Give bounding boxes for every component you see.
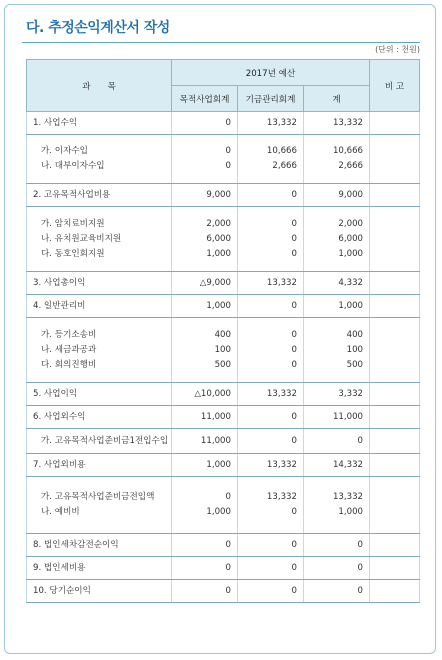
amount-value: 0 bbox=[225, 492, 231, 502]
account-name: 10. 당기순이익 bbox=[33, 585, 91, 596]
amount-value: 0 bbox=[225, 539, 231, 550]
row-label-cell bbox=[27, 272, 172, 295]
account-name: 다. 동호인회지원 bbox=[41, 248, 105, 259]
row-value-cell bbox=[238, 184, 304, 207]
amount-value: 0 bbox=[291, 248, 297, 259]
row-label-cell bbox=[27, 477, 172, 534]
row-value-cell bbox=[238, 295, 304, 318]
table-row bbox=[27, 184, 420, 207]
amount-value: 10,666 bbox=[266, 146, 297, 156]
amount-value: 1,000 bbox=[338, 248, 364, 259]
row-value-cell bbox=[172, 429, 238, 454]
row-value-cell bbox=[172, 534, 238, 557]
table-body bbox=[27, 112, 420, 603]
amount-value: 11,000 bbox=[332, 411, 364, 422]
amount-value: 13,332 bbox=[332, 117, 364, 128]
amount-value: 9,000 bbox=[206, 189, 231, 200]
amount-value: 2,666 bbox=[272, 161, 297, 171]
row-value-cell bbox=[304, 135, 370, 184]
account-name: 나. 유치원교육비지원 bbox=[41, 233, 122, 244]
row-label-cell bbox=[27, 534, 172, 557]
row-value-cell bbox=[304, 112, 370, 135]
row-value-cell bbox=[238, 318, 304, 383]
amount-value: 0 bbox=[291, 539, 297, 550]
account-name: 나. 예비비 bbox=[41, 507, 80, 517]
amount-value: 500 bbox=[346, 359, 364, 370]
remark-cell bbox=[370, 383, 420, 406]
row-value-cell bbox=[238, 477, 304, 534]
remark-cell bbox=[370, 207, 420, 272]
remark-cell bbox=[370, 406, 420, 429]
title-divider bbox=[22, 42, 420, 43]
row-value-cell bbox=[304, 272, 370, 295]
table-row bbox=[27, 557, 420, 580]
table-row bbox=[27, 272, 420, 295]
row-value-cell bbox=[172, 383, 238, 406]
row-value-cell bbox=[238, 454, 304, 477]
amount-value: 9,000 bbox=[338, 189, 364, 200]
header-budget: 2017년 예산 bbox=[172, 60, 370, 86]
amount-value: 100 bbox=[214, 344, 231, 355]
unit-label: (단위 : 천원) bbox=[375, 45, 420, 54]
row-value-cell bbox=[172, 454, 238, 477]
table-row bbox=[27, 477, 420, 534]
remark-cell bbox=[370, 112, 420, 135]
amount-value: 0 bbox=[291, 562, 297, 573]
header-fund-account: 기금관리회계 bbox=[238, 86, 304, 112]
remark-cell bbox=[370, 454, 420, 477]
row-value-cell bbox=[304, 534, 370, 557]
row-label-cell bbox=[27, 383, 172, 406]
row-label-cell bbox=[27, 184, 172, 207]
row-label-cell bbox=[27, 207, 172, 272]
row-value-cell bbox=[172, 295, 238, 318]
amount-value: 13,332 bbox=[266, 117, 297, 128]
remark-cell bbox=[370, 184, 420, 207]
amount-value: 0 bbox=[291, 435, 297, 446]
amount-value: 0 bbox=[291, 411, 297, 422]
account-name: 5. 사업이익 bbox=[33, 388, 78, 399]
table-row bbox=[27, 112, 420, 135]
amount-value: 500 bbox=[214, 359, 231, 370]
row-value-cell bbox=[238, 112, 304, 135]
page-title: 다. 추정손익계산서 작성 bbox=[26, 20, 170, 36]
table-row bbox=[27, 454, 420, 477]
table-row bbox=[27, 580, 420, 603]
amount-value: 0 bbox=[225, 562, 231, 573]
row-value-cell bbox=[172, 112, 238, 135]
amount-value: 2,666 bbox=[338, 161, 364, 171]
amount-value: 0 bbox=[291, 344, 297, 355]
amount-value: 0 bbox=[225, 146, 231, 156]
amount-value: 0 bbox=[225, 585, 231, 596]
account-name: 가. 고유목적사업준비금1전입수입 bbox=[41, 435, 169, 446]
header-remark: 비 고 bbox=[370, 60, 420, 112]
amount-value: 4,332 bbox=[338, 277, 364, 288]
account-name: 2. 고유목적사업비용 bbox=[33, 189, 111, 200]
amount-value: 1,000 bbox=[338, 507, 364, 517]
row-label-cell bbox=[27, 557, 172, 580]
remark-cell bbox=[370, 477, 420, 534]
account-name: 6. 사업외수익 bbox=[33, 411, 86, 422]
row-value-cell bbox=[238, 429, 304, 454]
amount-value: 13,332 bbox=[266, 277, 297, 288]
table-row bbox=[27, 207, 420, 272]
account-name: 1. 사업수익 bbox=[33, 117, 78, 128]
remark-cell bbox=[370, 318, 420, 383]
amount-value: 13,332 bbox=[332, 492, 364, 502]
row-value-cell bbox=[172, 318, 238, 383]
row-value-cell bbox=[238, 207, 304, 272]
amount-value: 14,332 bbox=[332, 459, 364, 470]
remark-cell bbox=[370, 272, 420, 295]
amount-value: △10,000 bbox=[194, 388, 231, 399]
account-name: 9. 법인세비용 bbox=[33, 562, 86, 573]
account-name: 나. 세금과공과 bbox=[41, 344, 97, 355]
amount-value: 0 bbox=[357, 585, 364, 596]
header-subject: 과 목 bbox=[27, 60, 172, 112]
amount-value: 0 bbox=[291, 359, 297, 370]
amount-value: 2,000 bbox=[206, 218, 231, 229]
amount-value: 10,666 bbox=[332, 146, 364, 156]
row-value-cell bbox=[238, 534, 304, 557]
amount-value: 0 bbox=[291, 233, 297, 244]
row-value-cell bbox=[172, 207, 238, 272]
account-name: 8. 법인세차감전순이익 bbox=[33, 539, 119, 550]
header-total: 계 bbox=[304, 86, 370, 112]
amount-value: 0 bbox=[291, 329, 297, 340]
header-purpose-account: 목적사업회계 bbox=[172, 86, 238, 112]
row-value-cell bbox=[304, 429, 370, 454]
income-statement-table bbox=[26, 59, 420, 603]
remark-cell bbox=[370, 557, 420, 580]
row-value-cell bbox=[172, 272, 238, 295]
account-name: 가. 이자수입 bbox=[41, 146, 88, 156]
amount-value: 1,000 bbox=[206, 507, 231, 517]
remark-cell bbox=[370, 135, 420, 184]
amount-value: 13,332 bbox=[266, 492, 297, 502]
amount-value: 0 bbox=[291, 218, 297, 229]
row-value-cell bbox=[304, 207, 370, 272]
row-value-cell bbox=[238, 406, 304, 429]
amount-value: 400 bbox=[214, 329, 231, 340]
row-label-cell bbox=[27, 429, 172, 454]
amount-value: 0 bbox=[291, 189, 297, 200]
remark-cell bbox=[370, 295, 420, 318]
row-label-cell bbox=[27, 112, 172, 135]
amount-value: 13,332 bbox=[266, 459, 297, 470]
amount-value: 11,000 bbox=[200, 435, 231, 446]
amount-value: 0 bbox=[357, 435, 364, 446]
amount-value: 0 bbox=[291, 507, 297, 517]
table-row bbox=[27, 295, 420, 318]
account-name: 가. 등기소송비 bbox=[41, 329, 97, 340]
table-row bbox=[27, 534, 420, 557]
row-value-cell bbox=[304, 477, 370, 534]
row-value-cell bbox=[304, 406, 370, 429]
row-label-cell bbox=[27, 454, 172, 477]
amount-value: 1,000 bbox=[206, 248, 231, 259]
amount-value: 3,332 bbox=[338, 388, 364, 399]
row-value-cell bbox=[238, 557, 304, 580]
amount-value: 1,000 bbox=[206, 459, 231, 470]
amount-value: 6,000 bbox=[338, 233, 364, 244]
amount-value: 11,000 bbox=[200, 411, 231, 422]
account-name: 7. 사업외비용 bbox=[33, 459, 86, 470]
row-value-cell bbox=[172, 184, 238, 207]
row-value-cell bbox=[304, 383, 370, 406]
amount-value: 1,000 bbox=[206, 300, 231, 311]
row-value-cell bbox=[172, 406, 238, 429]
amount-value: 0 bbox=[291, 300, 297, 311]
amount-value: 0 bbox=[225, 117, 231, 128]
amount-value: 0 bbox=[291, 585, 297, 596]
account-name: 가. 암치료비지원 bbox=[41, 218, 105, 229]
row-label-cell bbox=[27, 406, 172, 429]
remark-cell bbox=[370, 534, 420, 557]
account-name: 3. 사업총이익 bbox=[33, 277, 86, 288]
account-name: 다. 회의진행비 bbox=[41, 359, 97, 370]
amount-value: 0 bbox=[225, 161, 231, 171]
account-name: 가. 고유목적사업준비금전입액 bbox=[41, 492, 155, 502]
table-row bbox=[27, 383, 420, 406]
row-label-cell bbox=[27, 295, 172, 318]
row-value-cell bbox=[238, 272, 304, 295]
remark-cell bbox=[370, 580, 420, 603]
remark-cell bbox=[370, 429, 420, 454]
row-value-cell bbox=[304, 184, 370, 207]
amount-value: △9,000 bbox=[199, 277, 231, 288]
amount-value: 100 bbox=[346, 344, 364, 355]
row-value-cell bbox=[304, 295, 370, 318]
row-label-cell bbox=[27, 580, 172, 603]
account-name: 4. 일반관리비 bbox=[33, 300, 86, 311]
row-value-cell bbox=[238, 135, 304, 184]
table-row bbox=[27, 429, 420, 454]
row-value-cell bbox=[304, 580, 370, 603]
row-value-cell bbox=[304, 454, 370, 477]
row-value-cell bbox=[172, 580, 238, 603]
row-value-cell bbox=[304, 318, 370, 383]
row-value-cell bbox=[238, 383, 304, 406]
row-value-cell bbox=[304, 557, 370, 580]
amount-value: 400 bbox=[346, 329, 364, 340]
row-value-cell bbox=[238, 580, 304, 603]
row-value-cell bbox=[172, 135, 238, 184]
amount-value: 2,000 bbox=[338, 218, 364, 229]
table-row bbox=[27, 406, 420, 429]
amount-value: 0 bbox=[357, 562, 364, 573]
row-label-cell bbox=[27, 318, 172, 383]
amount-value: 13,332 bbox=[266, 388, 297, 399]
amount-value: 1,000 bbox=[338, 300, 364, 311]
amount-value: 6,000 bbox=[206, 233, 231, 244]
row-value-cell bbox=[172, 477, 238, 534]
account-name: 나. 대부이자수입 bbox=[41, 161, 105, 171]
amount-value: 0 bbox=[357, 539, 364, 550]
row-value-cell bbox=[172, 557, 238, 580]
row-label-cell bbox=[27, 135, 172, 184]
table-row bbox=[27, 135, 420, 184]
table-row bbox=[27, 318, 420, 383]
